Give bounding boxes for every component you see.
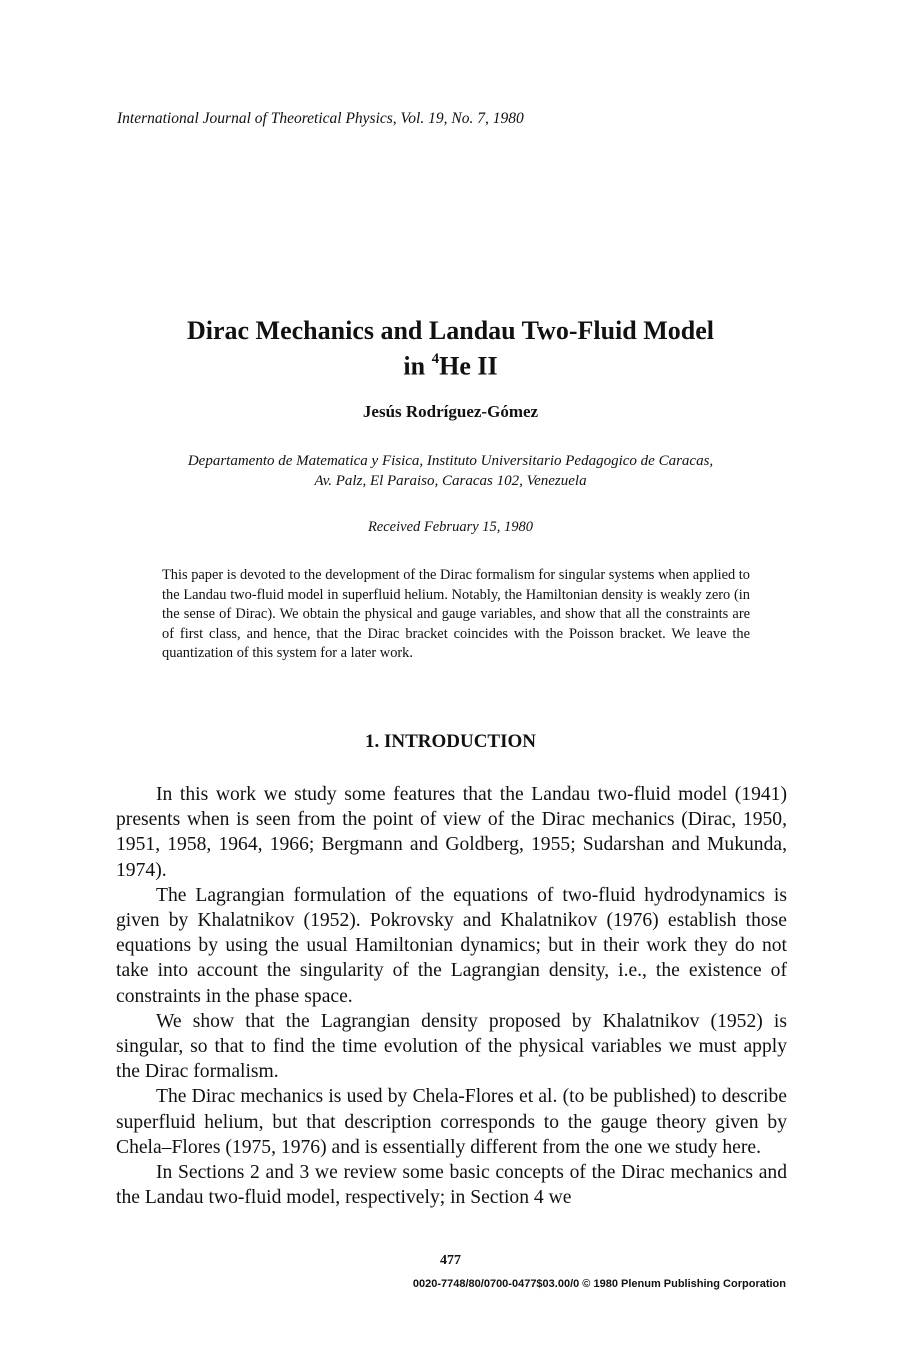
- paper-title-line2: [0, 346, 901, 382]
- paragraph: In Sections 2 and 3 we review some basic concepts of the Dirac mechanics and the Landau two-fluid model, respectively; in Section 4 we: [116, 1162, 787, 1209]
- paragraph: The Dirac mechanics is used by Chela-Flores et al. (to be published) to describe superfluid helium, but that description corresponds to the gauge theory given by Chela–Flores (1975, 1976) and is essentially different from the one we study here.: [116, 1086, 787, 1158]
- title-suffix: He II: [439, 351, 498, 381]
- affiliation: [0, 451, 901, 491]
- body-text: [116, 782, 787, 1210]
- section-heading: 1. INTRODUCTION: [364, 731, 537, 752]
- author-name: Jesús Rodríguez-Gómez: [362, 402, 539, 421]
- title-superscript: 4: [431, 351, 440, 367]
- title-prefix: in: [403, 351, 432, 381]
- abstract-text: This paper is devoted to the development of the Dirac formalism for singular systems when applied to the Landau two-fluid model in superfluid helium. Notably, the Hamiltonian density is weakly zero (in the sense of Dirac). We obtain the physical and gauge variables, and show that all the constraints are of first class, and hence, that the Dirac bracket coincides with the Poisson bracket. We leave the quantization of this system for a later work.: [162, 567, 750, 662]
- abstract: [162, 566, 750, 664]
- paragraph: The Lagrangian formulation of the equations of two-fluid hydrodynamics is given by Khalatnikov (1952). Pokrovsky and Khalatnikov (1976) establish those equations by using the usual Hamiltonian dynamics; but in their work they do not take into account the singularity of the Lagrangian density, i.e., the existence of constraints in the phase space.: [116, 884, 787, 1007]
- paragraph: We show that the Lagrangian density proposed by Khalatnikov (1952) is singular, so that to find the time evolution of the physical variables we must apply the Dirac formalism.: [116, 1010, 787, 1083]
- received-date: Received February 15, 1980: [367, 519, 534, 535]
- paper-title-line1: Dirac Mechanics and Landau Two-Fluid Model: [186, 316, 715, 345]
- paragraph: In this work we study some features that the Landau two-fluid model (1941) presents when is seen from the point of view of the Dirac mechanics (Dirac, 1950, 1951, 1958, 1964, 1966; Bergmann and Goldberg, 1955; Sudarshan and Mukunda, 1974).: [116, 784, 787, 881]
- affiliation-line2: Av. Palz, El Paraiso, Caracas 102, Venezuela: [314, 473, 587, 489]
- affiliation-line1: Departamento de Matematica y Fisica, Instituto Universitario Pedagogico de Caracas,: [187, 453, 714, 469]
- page-number: 477: [440, 1253, 461, 1268]
- journal-citation: International Journal of Theoretical Physics, Vol. 19, No. 7, 1980: [117, 110, 524, 127]
- copyright-line: 0020-7748/80/0700-0477$03.00/0 © 1980 Plenum Publishing Corporation: [412, 1278, 786, 1290]
